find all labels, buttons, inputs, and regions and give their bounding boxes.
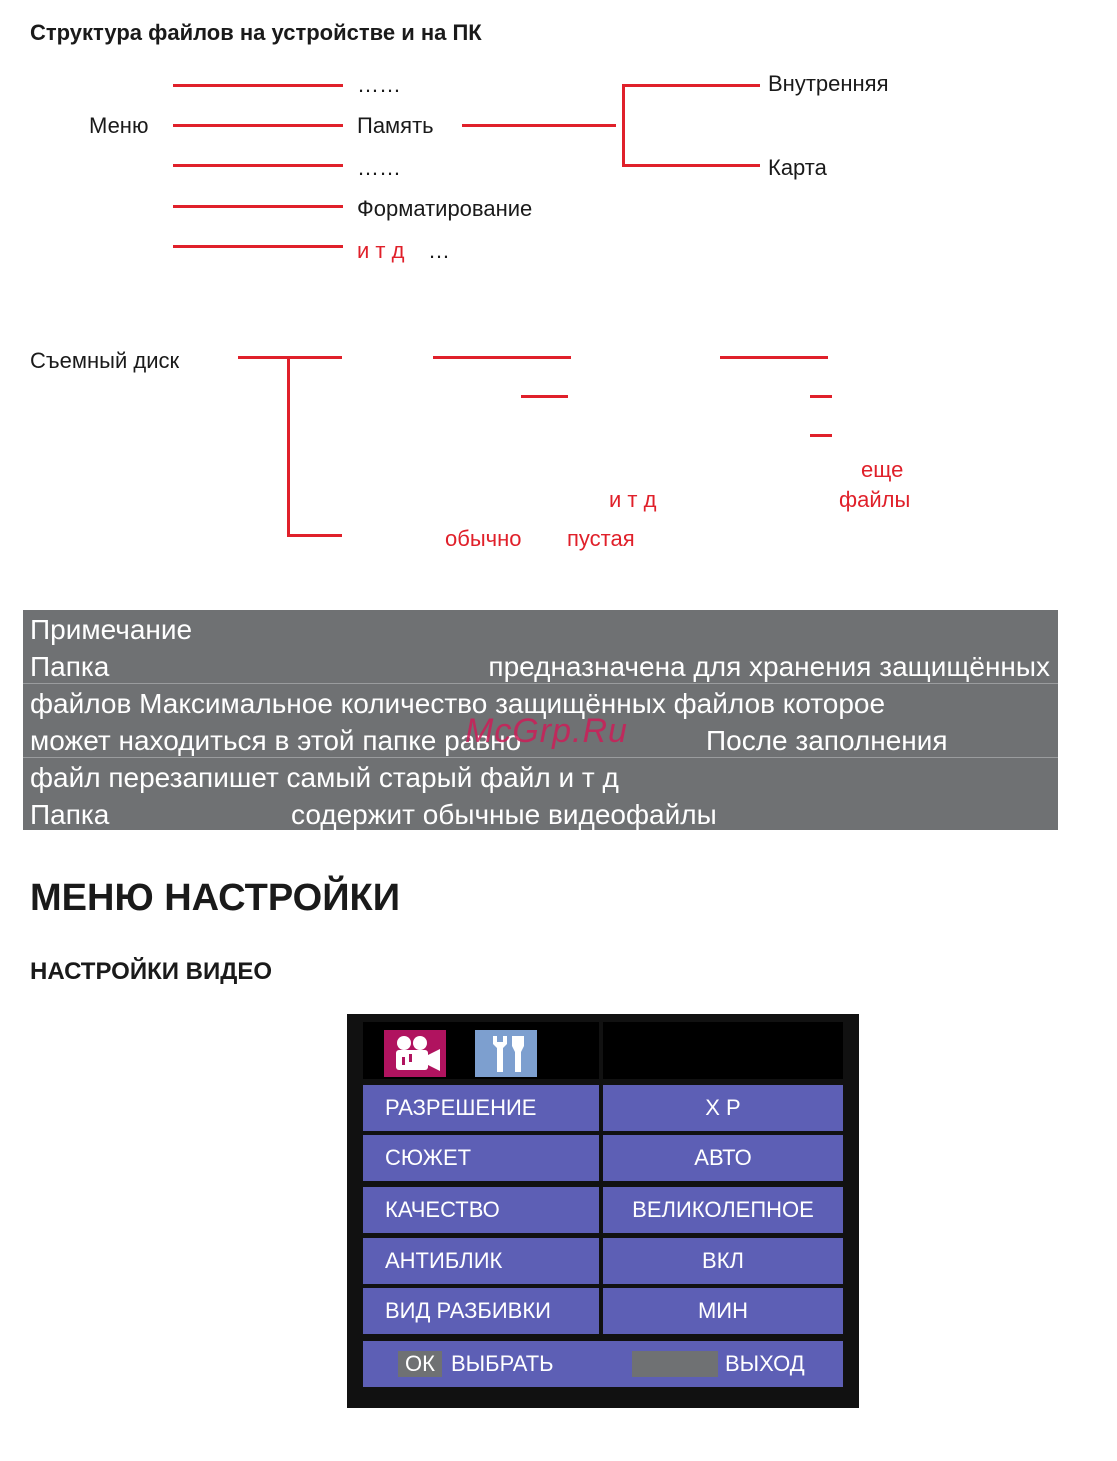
note-line5-start: Папка bbox=[30, 799, 110, 830]
row-quality-label[interactable]: КАЧЕСТВО bbox=[363, 1187, 599, 1233]
tab-video[interactable] bbox=[384, 1030, 446, 1077]
tab-bar-right bbox=[603, 1022, 843, 1079]
menu-branch-line-1 bbox=[173, 84, 343, 87]
row-split-label[interactable]: ВИД РАЗБИВКИ bbox=[363, 1288, 599, 1334]
select-label: ВЫБРАТЬ bbox=[451, 1351, 554, 1376]
row-antiflicker-label[interactable]: АНТИБЛИК bbox=[363, 1238, 599, 1284]
row-scene-label[interactable]: СЮЖЕТ bbox=[363, 1135, 599, 1181]
disk-file-line-3 bbox=[810, 434, 832, 437]
disk-folder-line-1 bbox=[433, 356, 571, 359]
menu-footer bbox=[363, 1341, 843, 1387]
memory-connector-line bbox=[462, 124, 616, 127]
menu-item-ellipsis-1: …… bbox=[357, 72, 401, 97]
memory-card-label: Карта bbox=[768, 155, 827, 180]
note-line3-end: После заполнения bbox=[706, 725, 948, 756]
note-line4: файл перезапишет самый старый файл и т д bbox=[30, 762, 619, 793]
disk-folder-line-2 bbox=[521, 395, 568, 398]
disk-bottom-line bbox=[287, 534, 342, 537]
menu-item-ellipsis-3: … bbox=[428, 238, 450, 263]
section-subtitle: НАСТРОЙКИ ВИДЕО bbox=[30, 958, 272, 985]
page-title: Структура файлов на устройстве и на ПК bbox=[30, 20, 482, 45]
tab-tools[interactable] bbox=[475, 1030, 537, 1077]
menu-branch-line-3 bbox=[173, 164, 343, 167]
menu-item-etc: и т д bbox=[357, 238, 405, 263]
menu-branch-line-5 bbox=[173, 245, 343, 248]
menu-branch-line-2 bbox=[173, 124, 343, 127]
row-antiflicker-value[interactable]: ВКЛ bbox=[603, 1238, 843, 1284]
disk-root-label: Съемный диск bbox=[30, 348, 180, 373]
section-title: МЕНЮ НАСТРОЙКИ bbox=[30, 877, 401, 919]
note-title: Примечание bbox=[30, 614, 193, 645]
note-line3-start: может находиться в этой папке равно bbox=[30, 725, 522, 756]
row-resolution-value[interactable]: Х Р bbox=[603, 1085, 843, 1131]
menu-branch-line-4 bbox=[173, 205, 343, 208]
tools-icon bbox=[475, 1030, 537, 1077]
exit-label: ВЫХОД bbox=[725, 1351, 805, 1376]
menu-item-format: Форматирование bbox=[357, 196, 533, 221]
exit-key[interactable] bbox=[632, 1351, 718, 1377]
disk-top-line bbox=[238, 356, 342, 359]
disk-empty-label: пустая bbox=[567, 526, 635, 551]
video-settings-screen bbox=[347, 1014, 859, 1408]
menu-item-memory: Память bbox=[357, 113, 434, 138]
memory-internal-line bbox=[622, 84, 760, 87]
memory-card-line bbox=[622, 164, 760, 167]
disk-etc-label: и т д bbox=[609, 487, 657, 512]
row-scene-value[interactable]: АВТО bbox=[603, 1135, 843, 1181]
note-line5-end: содержит обычные видеофайлы bbox=[291, 799, 717, 830]
disk-usual-label: обычно bbox=[445, 526, 522, 551]
note-line2: файлов Максимальное количество защищённых файлов которое bbox=[30, 688, 886, 719]
row-quality-value[interactable]: ВЕЛИКОЛЕПНОЕ bbox=[603, 1187, 843, 1233]
memory-internal-label: Внутренняя bbox=[768, 71, 889, 96]
disk-file-line-1 bbox=[720, 356, 828, 359]
disk-vline bbox=[287, 356, 290, 537]
menu-root-label: Меню bbox=[89, 113, 149, 138]
disk-file-line-2 bbox=[810, 395, 832, 398]
row-split-value[interactable]: МИН bbox=[603, 1288, 843, 1334]
video-camera-icon bbox=[384, 1030, 446, 1077]
note-line1-start: Папка bbox=[30, 651, 110, 682]
ok-key[interactable]: ОК bbox=[398, 1351, 442, 1377]
memory-branch-vline bbox=[622, 84, 625, 167]
row-resolution-label[interactable]: РАЗРЕШЕНИЕ bbox=[363, 1085, 599, 1131]
watermark: McGrp.Ru bbox=[465, 712, 628, 750]
menu-item-ellipsis-2: …… bbox=[357, 155, 401, 180]
disk-files-label: файлы bbox=[839, 487, 911, 512]
disk-more-label: еще bbox=[861, 457, 904, 482]
note-line1-end: предназначена для хранения защищённых bbox=[488, 651, 1050, 682]
